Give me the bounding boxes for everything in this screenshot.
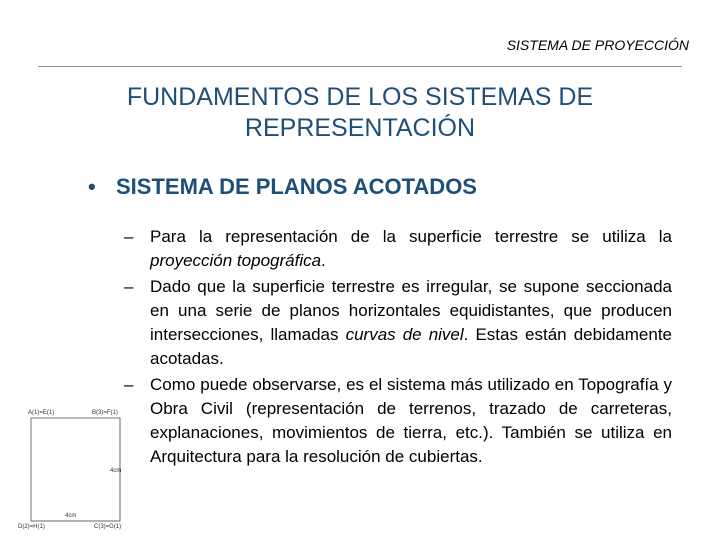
item-text: Como puede observarse, es el sistema más utilizado en Topografía y Obra Civil (representación de terrenos, trazado de carreteras, explanaciones, movimientos de tierra, etc.). También se utiliza en Arquitectura para la resolución de cubiertas. <box>150 375 672 466</box>
dash-marker: – <box>124 375 134 394</box>
title-line-2: REPRESENTACIÓN <box>244 114 476 142</box>
plan-square <box>31 418 120 521</box>
dimension-label-vertical: 4cm <box>110 468 122 474</box>
item-text-end: . <box>321 251 326 270</box>
sub-bullet-list <box>124 225 672 471</box>
corner-label-bottom-left: D(2)=H(1) <box>18 524 45 530</box>
plan-diagram <box>0 400 140 540</box>
slide-title <box>60 82 660 144</box>
bullet-text: SISTEMA DE PLANOS ACOTADOS <box>116 174 477 199</box>
item-text: Para la representación de la superficie terrestre se utiliza la <box>150 227 672 246</box>
bullet-marker: • <box>88 174 96 199</box>
main-bullet <box>88 174 477 200</box>
title-line-1: FUNDAMENTOS DE LOS SISTEMAS DE <box>126 83 594 111</box>
item-text: Dado que la superficie terrestre es irregular, se supone seccionada en una serie de planos horizontales equidistantes, que producen intersecciones, llamadas <box>150 277 672 344</box>
sub-bullet-item <box>124 373 672 469</box>
header-divider <box>38 66 682 67</box>
dash-marker: – <box>124 277 134 296</box>
dash-marker: – <box>124 227 134 246</box>
item-italic-term: proyección topográfica <box>150 251 322 270</box>
sub-bullet-item <box>124 275 672 371</box>
corner-label-bottom-right: C(3)=G(1) <box>94 524 122 530</box>
section-header: SISTEMA DE PROYECCIÓN <box>506 37 689 53</box>
corner-label-top-left: A(1)=E(1) <box>28 410 55 416</box>
sub-bullet-item <box>124 225 672 273</box>
item-text-end: . Estas están debidamente acotadas. <box>150 325 673 368</box>
corner-label-top-right: B(3)=F(1) <box>92 410 118 416</box>
dimension-label-horizontal: 4cm <box>65 513 77 519</box>
item-italic-term: curvas de nivel <box>345 325 464 344</box>
